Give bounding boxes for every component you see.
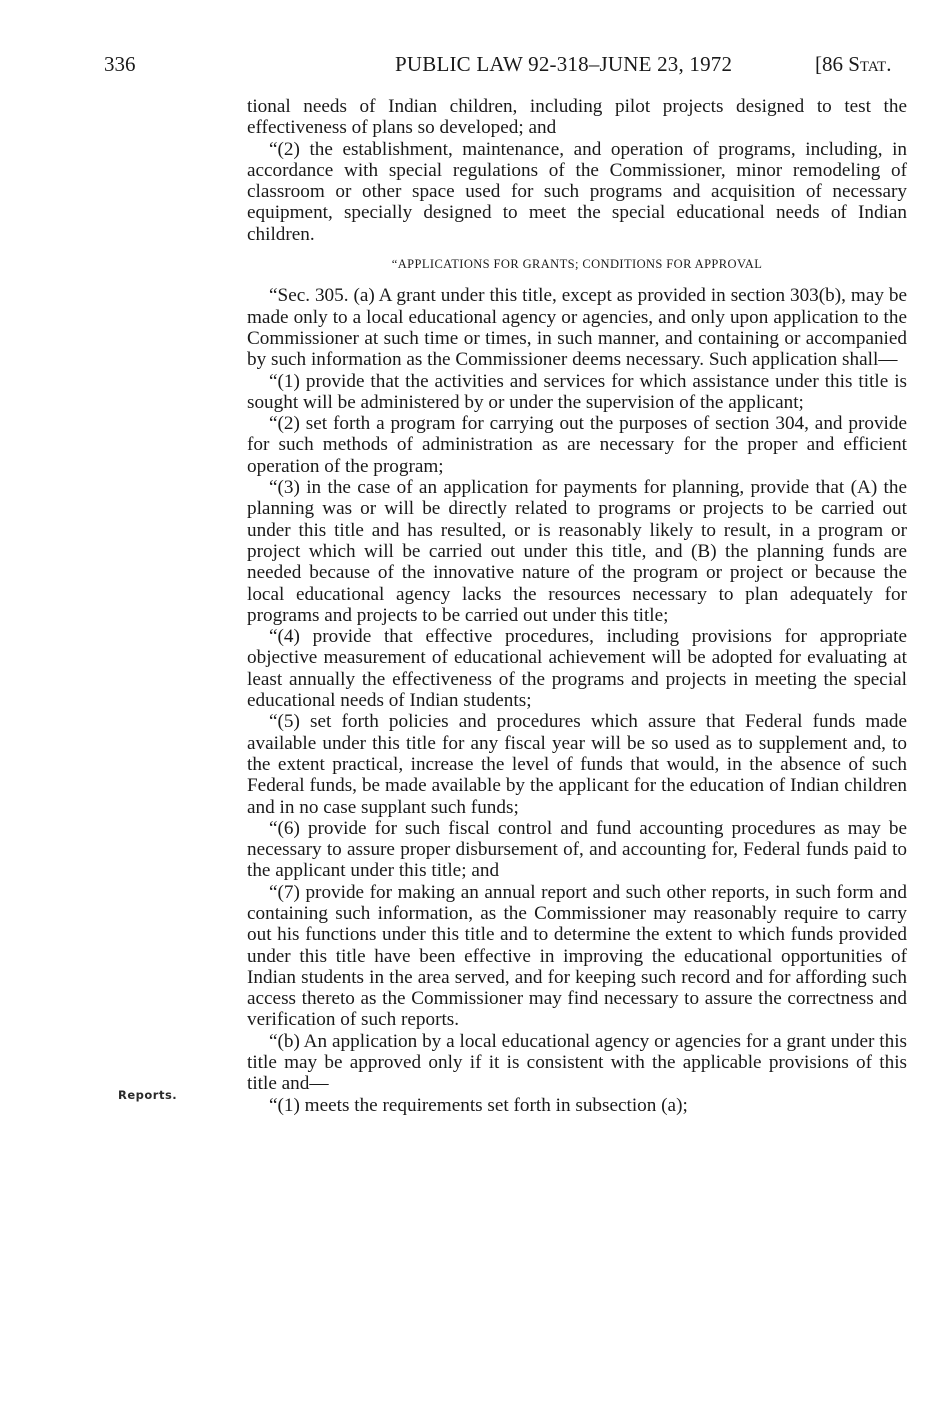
clause-b-1: “(1) meets the requirements set forth in subsection (a);: [269, 1094, 688, 1116]
statute-label: Stat.: [848, 52, 892, 76]
clause-2: “(2) the establishment, maintenance, and operation of programs, including, in accordance with special regulations of the Commissioner, minor remodeling of classroom or other space used for such programs and acquisition of necessary equipment, specially designed to meet the special educational needs of Indian children.: [247, 138, 907, 245]
clause-a-7: “(7) provide for making an annual report and such other reports, in such form and containing such information, as the Commissioner may reasonably require to carry out his functions under this title and to determine the extent to which funds provided under this title have been effective in improving the educational opportunities of Indian students in the area served, and for keeping such record and for affording such access thereto as the Commissioner may find necessary to assure the correctness and verification of such reports.: [247, 881, 907, 1031]
law-text-body: [247, 96, 907, 1116]
clause-a-2: “(2) set forth a program for carrying out the purposes of section 304, and provide for such methods of administration as are necessary for the proper and efficient operation of the program;: [247, 413, 907, 477]
section-305-a: “Sec. 305. (a) A grant under this title, except as provided in section 303(b), may be made only to a local educational agency or agencies, and only upon application to the Commissioner at such time or times, in such manner, and containing or accompanied by such information as the Commissioner deems necessary. Such application shall—: [247, 285, 907, 371]
clause-a-6: “(6) provide for such fiscal control and fund accounting procedures as may be necessary to assure proper disbursement of, and accounting for, Federal funds paid to the applicant under this title; and: [247, 817, 907, 882]
section-305-b: “(b) An application by a local educational agency or agencies for a grant under this title may be approved only if it is consistent with the applicable provisions of this title and—: [247, 1030, 907, 1095]
statute-reference: [815, 52, 891, 77]
clause-a-3: “(3) in the case of an application for payments for planning, provide that (A) the planning was or will be directly related to programs or projects to be carried out under this title and has resulted, or is reasonably likely to result, in a program or project which will be carried out under this title, and (B) the planning funds are needed because of the innovative nature of the program or project or because the local educational agency lacks the resources necessary to plan adequately for programs and projects to be carried out under this title;: [247, 477, 907, 626]
clause-a-5: “(5) set forth policies and procedures which assure that Federal funds made available under this title for any fiscal year will be so used as to supplement and, to the extent practical, increase the level of funds that would, in the absence of such Federal funds, be made available by the applicant for the education of Indian children and in no case supplant such funds;: [247, 711, 907, 818]
section-heading: “APPLICATIONS FOR GRANTS; CONDITIONS FOR APPROVAL: [391, 257, 763, 272]
continuation-paragraph: tional needs of Indian children, including pilot projects designed to test the effectiveness of plans so developed; and: [247, 96, 907, 139]
running-title: PUBLIC LAW 92-318–JUNE 23, 1972: [395, 52, 733, 76]
statute-volume: [86: [815, 52, 843, 76]
page-header: [0, 52, 943, 88]
clause-a-4: “(4) provide that effective procedures, including provisions for appropriate objective measurement of educational achievement will be adopted for evaluating at least annually the effectiveness of the programs and projects in meeting the special educational needs of Indian students;: [247, 626, 907, 712]
margin-note-reports: Reports.: [118, 1088, 178, 1102]
clause-a-1: “(1) provide that the activities and services for which assistance under this title is sought will be administered by or under the supervision of the applicant;: [247, 370, 907, 413]
page-number: 336: [104, 52, 136, 76]
